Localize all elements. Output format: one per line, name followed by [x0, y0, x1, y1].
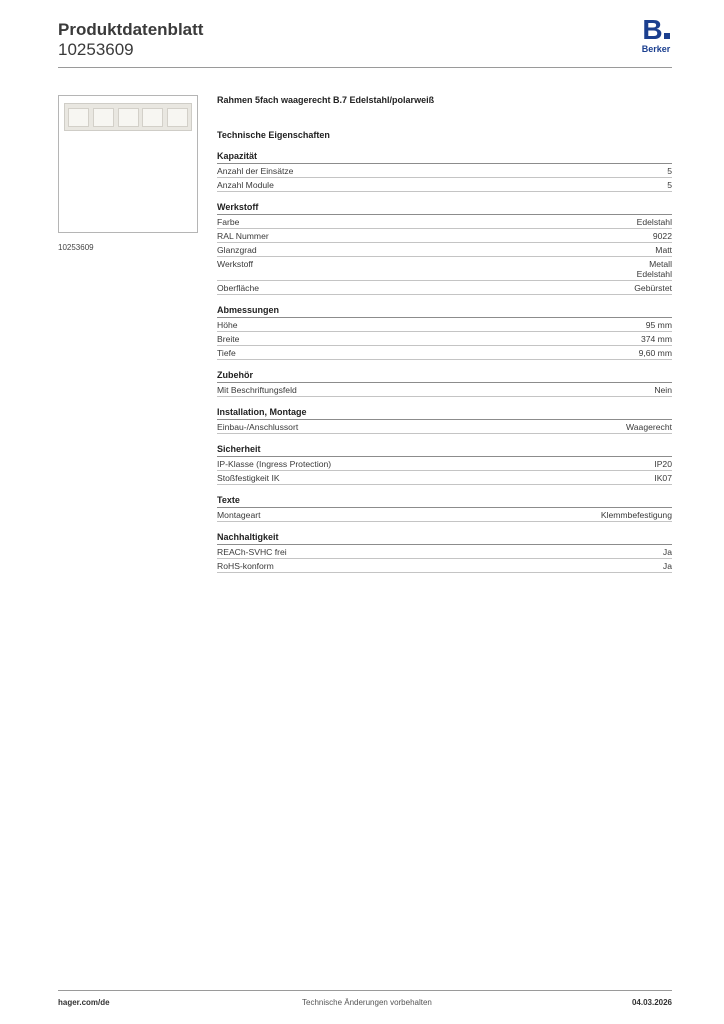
frame-slot	[118, 108, 139, 127]
spec-row	[217, 420, 672, 434]
spec-value	[637, 217, 672, 227]
spec-value	[654, 473, 672, 483]
spec-label: Tiefe	[217, 348, 236, 358]
spec-label: Anzahl der Einsätze	[217, 166, 294, 176]
section-title: Nachhaltigkeit	[217, 532, 672, 545]
spec-value	[641, 334, 672, 344]
spec-value	[654, 385, 672, 395]
spec-value	[654, 459, 672, 469]
spec-label: Stoßfestigkeit IK	[217, 473, 280, 483]
section-title: Installation, Montage	[217, 407, 672, 420]
spec-label: Breite	[217, 334, 240, 344]
spec-value	[639, 348, 672, 358]
spec-row	[217, 215, 672, 229]
spec-sections	[217, 151, 672, 573]
spec-label: Höhe	[217, 320, 238, 330]
spec-value-line: 5	[667, 166, 672, 176]
spec-row	[217, 229, 672, 243]
section-title: Werkstoff	[217, 202, 672, 215]
spec-value-line: 374 mm	[640, 334, 672, 344]
spec-label: Werkstoff	[217, 259, 253, 269]
spec-row	[217, 346, 672, 360]
spec-value-line: Ja	[662, 547, 672, 557]
spec-value	[626, 422, 672, 432]
spec-label: RAL Nummer	[217, 231, 269, 241]
spec-row	[217, 332, 672, 346]
frame-slot	[142, 108, 163, 127]
spec-section	[217, 370, 672, 397]
spec-section	[217, 532, 672, 573]
product-image-frame	[58, 95, 198, 233]
spec-label: Montageart	[217, 510, 261, 520]
footer-divider	[58, 990, 672, 991]
footer-note: Technische Änderungen vorbehalten	[302, 998, 432, 1007]
spec-value	[601, 510, 672, 520]
spec-value-line: Edelstahl	[636, 269, 672, 279]
spec-label: REACh-SVHC frei	[217, 547, 287, 557]
spec-row	[217, 471, 672, 485]
spec-section	[217, 495, 672, 522]
spec-value-line: Metall	[649, 259, 672, 269]
logo-mark: B	[638, 16, 674, 44]
spec-row	[217, 559, 672, 573]
spec-value-line: IK07	[654, 473, 672, 483]
spec-value-line: Gebürstet	[634, 283, 672, 293]
spec-section	[217, 444, 672, 485]
spec-row	[217, 281, 672, 295]
tech-heading: Technische Eigenschaften	[217, 130, 330, 140]
spec-row	[217, 178, 672, 192]
spec-value	[637, 259, 672, 279]
spec-row	[217, 257, 672, 281]
document-header	[58, 20, 203, 60]
spec-label: Anzahl Module	[217, 180, 274, 190]
spec-label: Glanzgrad	[217, 245, 257, 255]
spec-row	[217, 383, 672, 397]
frame-slot	[68, 108, 89, 127]
section-title: Kapazität	[217, 151, 672, 164]
spec-row	[217, 318, 672, 332]
footer-date: 04.03.2026	[631, 998, 672, 1007]
spec-value-line: 5	[667, 180, 672, 190]
spec-label: Einbau-/Anschlussort	[217, 422, 299, 432]
article-number: 10253609	[58, 40, 134, 59]
spec-value-line: 95 mm	[645, 320, 672, 330]
spec-value-line: Nein	[654, 385, 672, 395]
spec-label: IP-Klasse (Ingress Protection)	[217, 459, 332, 469]
spec-row	[217, 164, 672, 178]
spec-label: Oberfläche	[217, 283, 260, 293]
spec-label: RoHS-konform	[217, 561, 274, 571]
spec-value-line: Ja	[662, 561, 672, 571]
spec-section	[217, 151, 672, 192]
spec-value	[667, 166, 672, 176]
spec-value-line: IP20	[654, 459, 672, 469]
spec-row	[217, 508, 672, 522]
spec-label: Farbe	[217, 217, 240, 227]
frame-slot	[93, 108, 114, 127]
spec-value-line: 9,60 mm	[638, 348, 672, 358]
logo-wordmark: Berker	[641, 44, 671, 54]
spec-value-line: Edelstahl	[636, 217, 672, 227]
header-divider	[58, 67, 672, 68]
spec-row	[217, 243, 672, 257]
page-title: Produktdatenblatt	[58, 20, 204, 39]
spec-value	[653, 231, 672, 241]
spec-section	[217, 305, 672, 360]
frame-slot	[167, 108, 188, 127]
spec-value	[663, 547, 672, 557]
section-title: Abmessungen	[217, 305, 672, 318]
spec-section	[217, 202, 672, 295]
spec-value	[655, 245, 672, 255]
product-image	[64, 103, 192, 131]
spec-value	[663, 561, 672, 571]
spec-section	[217, 407, 672, 434]
spec-row	[217, 457, 672, 471]
spec-value	[667, 180, 672, 190]
spec-value	[634, 283, 672, 293]
spec-value	[646, 320, 672, 330]
section-title: Texte	[217, 495, 672, 508]
section-title: Sicherheit	[217, 444, 672, 457]
spec-content	[217, 94, 672, 573]
spec-value-line: 9022	[652, 231, 672, 241]
footer-website: hager.com/de	[58, 998, 110, 1007]
product-title: Rahmen 5fach waagerecht B.7 Edelstahl/polarweiß	[217, 95, 435, 105]
spec-value-line: Waagerecht	[625, 422, 672, 432]
spec-value-line: Matt	[655, 245, 672, 255]
section-title: Zubehör	[217, 370, 672, 383]
berker-logo	[638, 16, 674, 54]
image-caption: 10253609	[58, 243, 94, 252]
spec-label: Mit Beschriftungsfeld	[217, 385, 297, 395]
spec-value-line: Klemmbefestigung	[600, 510, 672, 520]
spec-row	[217, 545, 672, 559]
